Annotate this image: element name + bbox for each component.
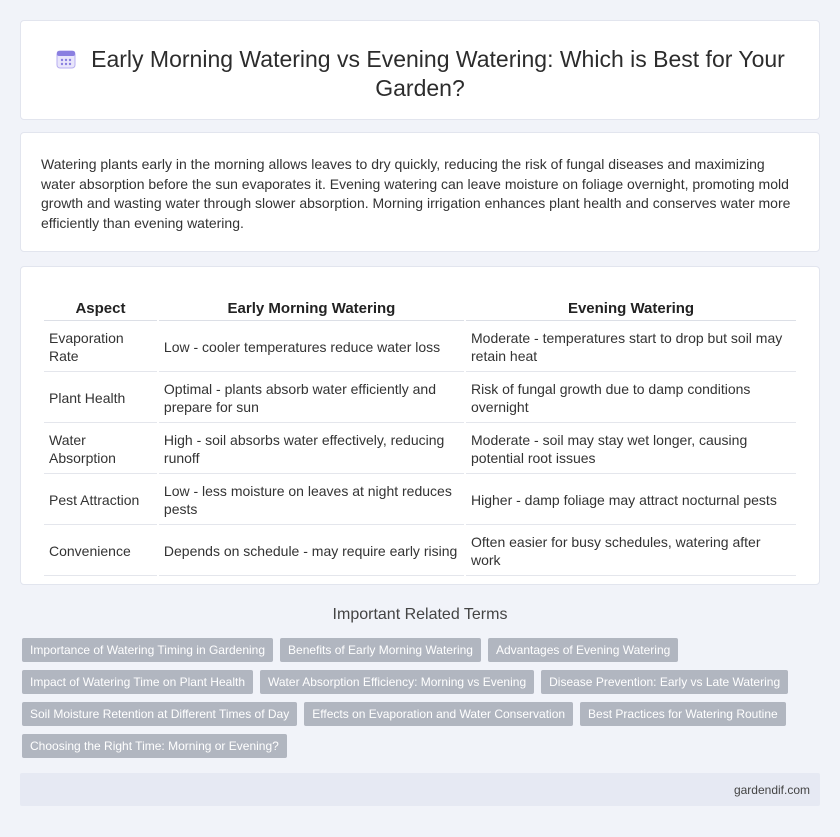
calendar-icon — [55, 48, 77, 70]
cell-morning: High - soil absorbs water effectively, reducing runoff — [159, 425, 464, 474]
site-name[interactable]: gardendif.com — [733, 783, 810, 797]
related-term-tag[interactable]: Effects on Evaporation and Water Conservation — [304, 702, 573, 726]
related-term-tag[interactable]: Choosing the Right Time: Morning or Evening? — [22, 734, 287, 758]
related-term-tag[interactable]: Advantages of Evening Watering — [488, 638, 678, 662]
table-row — [44, 323, 796, 372]
header-aspect: Aspect — [44, 295, 157, 321]
related-term-tag[interactable]: Impact of Watering Time on Plant Health — [22, 670, 253, 694]
related-terms-heading: Important Related Terms — [332, 606, 508, 623]
cell-morning: Depends on schedule - may require early rising — [159, 527, 464, 576]
table-row — [44, 425, 796, 474]
cell-aspect: Pest Attraction — [44, 476, 157, 525]
cell-evening: Often easier for busy schedules, watering after work — [466, 527, 796, 576]
header-evening: Evening Watering — [466, 295, 796, 321]
comparison-card — [20, 266, 820, 585]
header-morning: Early Morning Watering — [159, 295, 464, 321]
cell-morning: Optimal - plants absorb water efficiently and prepare for sun — [159, 374, 464, 423]
cell-aspect: Water Absorption — [44, 425, 157, 474]
page-title-wrap — [21, 45, 819, 103]
related-term-tag[interactable]: Best Practices for Watering Routine — [580, 702, 786, 726]
intro-paragraph: Watering plants early in the morning allows leaves to dry quickly, reducing the risk of fungal diseases and maximizing water absorption before the sun evaporates it. Evening watering can leave moisture on foliage overnight, promoting mold growth and wasting water through slower absorption. Morning irrigation enhances plant health and conserves water more efficiently than evening watering. — [41, 156, 791, 231]
table-row — [44, 374, 796, 423]
related-term-tag[interactable]: Water Absorption Efficiency: Morning vs Evening — [260, 670, 534, 694]
cell-evening: Moderate - soil may stay wet longer, causing potential root issues — [466, 425, 796, 474]
cell-evening: Risk of fungal growth due to damp conditions overnight — [466, 374, 796, 423]
table-header-row — [44, 295, 796, 321]
related-term-tag[interactable]: Benefits of Early Morning Watering — [280, 638, 481, 662]
related-term-tag[interactable]: Importance of Watering Timing in Gardening — [22, 638, 273, 662]
comparison-table — [42, 293, 798, 578]
related-term-tag[interactable]: Soil Moisture Retention at Different Times of Day — [22, 702, 297, 726]
cell-morning: Low - less moisture on leaves at night reduces pests — [159, 476, 464, 525]
cell-evening: Moderate - temperatures start to drop but soil may retain heat — [466, 323, 796, 372]
page-title: Early Morning Watering vs Evening Watering: Which is Best for Your Garden? — [91, 46, 785, 101]
intro-card — [20, 132, 820, 252]
table-row — [44, 476, 796, 525]
title-card — [20, 20, 820, 120]
cell-aspect: Convenience — [44, 527, 157, 576]
related-term-tag[interactable]: Disease Prevention: Early vs Late Watering — [541, 670, 788, 694]
related-terms-list — [22, 638, 822, 766]
cell-morning: Low - cooler temperatures reduce water loss — [159, 323, 464, 372]
footer — [20, 773, 820, 806]
cell-aspect: Evaporation Rate — [44, 323, 157, 372]
table-row — [44, 527, 796, 576]
cell-evening: Higher - damp foliage may attract nocturnal pests — [466, 476, 796, 525]
cell-aspect: Plant Health — [44, 374, 157, 423]
